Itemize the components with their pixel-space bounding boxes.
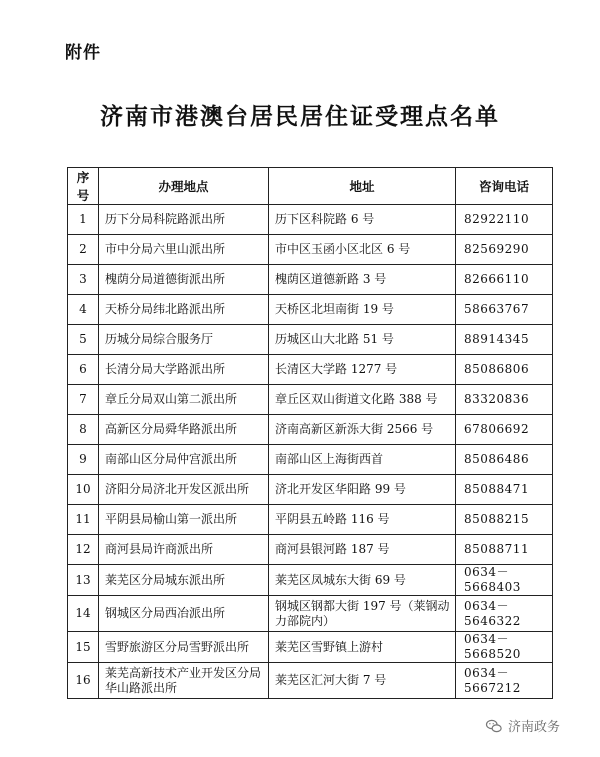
cell-address: 槐荫区道德新路 3 号	[269, 265, 456, 295]
watermark	[485, 716, 560, 735]
cell-address: 莱芜区雪野镇上游村	[269, 632, 456, 663]
cell-address: 市中区玉函小区北区 6 号	[269, 235, 456, 265]
cell-phone: 58663767	[456, 295, 553, 325]
table-row	[68, 445, 553, 475]
attachment-label: 附件	[65, 43, 101, 63]
table-row	[68, 205, 553, 235]
header-no: 序号	[68, 168, 99, 205]
cell-address: 历下区科院路 6 号	[269, 205, 456, 235]
cell-no: 12	[68, 535, 99, 565]
cell-no: 3	[68, 265, 99, 295]
table-row	[68, 632, 553, 663]
table-row	[68, 415, 553, 445]
cell-phone: 85088471	[456, 475, 553, 505]
cell-address: 平阴县五岭路 116 号	[269, 505, 456, 535]
table-row	[68, 565, 553, 596]
cell-phone: 82569290	[456, 235, 553, 265]
cell-phone: 85086806	[456, 355, 553, 385]
service-point-table	[67, 167, 553, 699]
table-row	[68, 235, 553, 265]
cell-address: 济南高新区新泺大街 2566 号	[269, 415, 456, 445]
cell-place: 历城分局综合服务厅	[99, 325, 269, 355]
cell-phone: 88914345	[456, 325, 553, 355]
cell-phone: 0634－5668520	[456, 632, 553, 663]
table-header-row	[68, 168, 553, 205]
cell-no: 1	[68, 205, 99, 235]
cell-place: 南部山区分局仲宫派出所	[99, 445, 269, 475]
cell-no: 8	[68, 415, 99, 445]
cell-no: 16	[68, 663, 99, 699]
cell-no: 6	[68, 355, 99, 385]
table-row	[68, 505, 553, 535]
cell-phone: 82666110	[456, 265, 553, 295]
document-title: 济南市港澳台居民居住证受理点名单	[100, 104, 500, 130]
cell-address: 章丘区双山街道文化路 388 号	[269, 385, 456, 415]
cell-phone: 85088215	[456, 505, 553, 535]
cell-no: 4	[68, 295, 99, 325]
cell-address: 莱芜区凤城东大街 69 号	[269, 565, 456, 596]
cell-no: 11	[68, 505, 99, 535]
cell-phone: 82922110	[456, 205, 553, 235]
cell-place: 雪野旅游区分局雪野派出所	[99, 632, 269, 663]
table-row	[68, 265, 553, 295]
cell-no: 14	[68, 596, 99, 632]
table-row	[68, 475, 553, 505]
cell-phone: 67806692	[456, 415, 553, 445]
cell-no: 2	[68, 235, 99, 265]
cell-phone: 0634－5667212	[456, 663, 553, 699]
cell-no: 7	[68, 385, 99, 415]
cell-place: 济阳分局济北开发区派出所	[99, 475, 269, 505]
cell-phone: 83320836	[456, 385, 553, 415]
cell-place: 长清分局大学路派出所	[99, 355, 269, 385]
cell-phone: 0634－5646322	[456, 596, 553, 632]
wechat-icon	[485, 717, 503, 735]
cell-place: 槐荫分局道德街派出所	[99, 265, 269, 295]
cell-place: 莱芜高新技术产业开发区分局华山路派出所	[99, 663, 269, 699]
table-row	[68, 535, 553, 565]
cell-address: 天桥区北坦南街 19 号	[269, 295, 456, 325]
table-row	[68, 596, 553, 632]
table-row	[68, 355, 553, 385]
table-row	[68, 385, 553, 415]
cell-phone: 85088711	[456, 535, 553, 565]
cell-address: 商河县银河路 187 号	[269, 535, 456, 565]
cell-no: 13	[68, 565, 99, 596]
cell-place: 章丘分局双山第二派出所	[99, 385, 269, 415]
header-phone: 咨询电话	[456, 168, 553, 205]
cell-no: 15	[68, 632, 99, 663]
table-row	[68, 325, 553, 355]
cell-phone: 0634－5668403	[456, 565, 553, 596]
header-address: 地址	[269, 168, 456, 205]
cell-place: 莱芜区分局城东派出所	[99, 565, 269, 596]
cell-place: 商河县局许商派出所	[99, 535, 269, 565]
cell-address: 莱芜区汇河大街 7 号	[269, 663, 456, 699]
cell-place: 天桥分局纬北路派出所	[99, 295, 269, 325]
cell-no: 10	[68, 475, 99, 505]
cell-address: 济北开发区华阳路 99 号	[269, 475, 456, 505]
cell-no: 5	[68, 325, 99, 355]
cell-address: 钢城区钢都大街 197 号（莱钢动力部院内）	[269, 596, 456, 632]
table-row	[68, 663, 553, 699]
cell-address: 南部山区上海街西首	[269, 445, 456, 475]
cell-place: 钢城区分局西冶派出所	[99, 596, 269, 632]
cell-address: 历城区山大北路 51 号	[269, 325, 456, 355]
cell-place: 历下分局科院路派出所	[99, 205, 269, 235]
watermark-text: 济南政务	[507, 720, 560, 735]
cell-place: 高新区分局舜华路派出所	[99, 415, 269, 445]
cell-address: 长清区大学路 1277 号	[269, 355, 456, 385]
cell-place: 市中分局六里山派出所	[99, 235, 269, 265]
cell-place: 平阴县局榆山第一派出所	[99, 505, 269, 535]
table-row	[68, 295, 553, 325]
header-place: 办理地点	[99, 168, 269, 205]
cell-phone: 85086486	[456, 445, 553, 475]
cell-no: 9	[68, 445, 99, 475]
